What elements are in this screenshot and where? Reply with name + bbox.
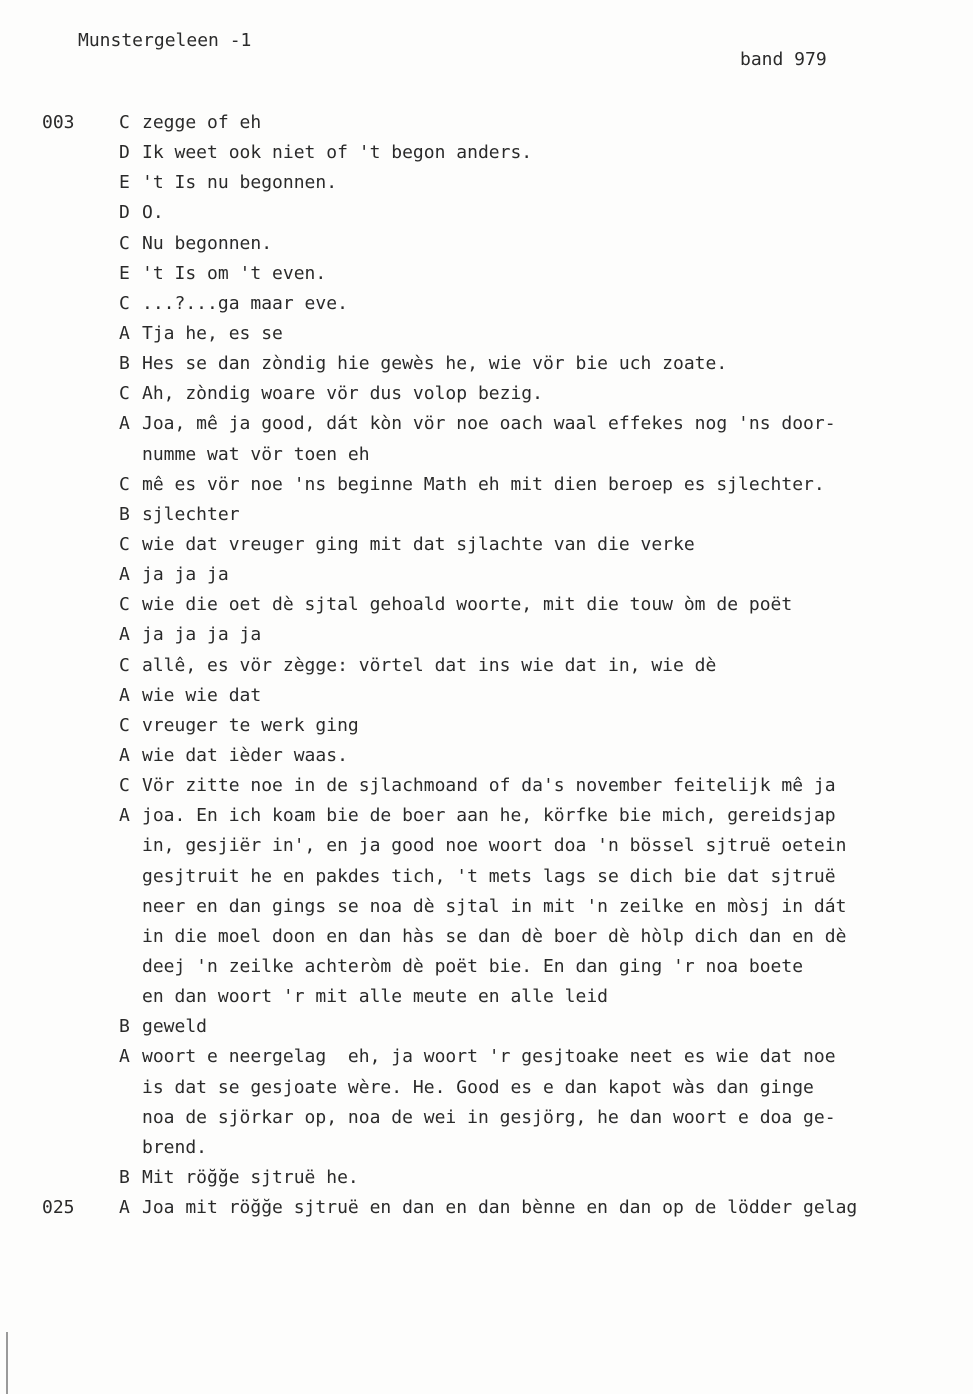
- speaker-label: B: [119, 353, 130, 375]
- utterance-text: in, gesjiër in', en ja good noe woort doa 'n bössel sjtruë oetein: [142, 835, 847, 857]
- utterance-text: sjlechter: [142, 503, 240, 525]
- speaker-label: C: [119, 594, 130, 616]
- speaker-label: C: [119, 533, 130, 555]
- utterance-text: numme wat vör toen eh: [142, 443, 370, 465]
- transcript-line: [0, 474, 973, 504]
- speaker-label: A: [119, 564, 130, 586]
- utterance-text: brend.: [142, 1136, 208, 1158]
- speaker-label: B: [119, 503, 130, 525]
- utterance-text: wie die oet dè sjtal gehoald woorte, mit die touw òm de poët: [142, 594, 793, 616]
- transcript-line: [0, 112, 973, 142]
- transcript-line: [0, 444, 973, 474]
- transcript-line: [0, 1016, 973, 1046]
- transcript-line: [0, 1077, 973, 1107]
- transcript-line: [0, 956, 973, 986]
- transcript-line: [0, 263, 973, 293]
- transcript-line: [0, 745, 973, 775]
- speaker-label: E: [119, 262, 130, 284]
- utterance-text: geweld: [142, 1016, 208, 1038]
- utterance-text: O.: [142, 202, 164, 224]
- utterance-text: en dan woort 'r mit alle meute en alle leid: [142, 986, 608, 1008]
- utterance-text: Mit röğğe sjtruë he.: [142, 1166, 359, 1188]
- transcript-line: [0, 715, 973, 745]
- transcript-line: [0, 1046, 973, 1076]
- utterance-text: vreuger te werk ging: [142, 714, 359, 736]
- transcript-line: [0, 655, 973, 685]
- transcript-line: [0, 866, 973, 896]
- utterance-text: zegge of eh: [142, 112, 262, 133]
- transcript-line: [0, 323, 973, 353]
- utterance-text: ...?...ga maar eve.: [142, 292, 348, 314]
- utterance-text: Nu begonnen.: [142, 232, 273, 254]
- utterance-text: Tja he, es se: [142, 322, 283, 344]
- utterance-text: wie dat vreuger ging mit dat sjlachte van die verke: [142, 533, 695, 555]
- transcript-line: [0, 835, 973, 865]
- transcript-line: [0, 233, 973, 263]
- speaker-label: D: [119, 202, 130, 224]
- speaker-label: D: [119, 142, 130, 164]
- transcript-line: [0, 383, 973, 413]
- speaker-label: A: [119, 684, 130, 706]
- transcript-line: [0, 293, 973, 323]
- transcript-line: [0, 1197, 973, 1227]
- transcript-line: [0, 986, 973, 1016]
- utterance-text: noa de sjörkar op, noa de wei in gesjörg, he dan woort e doa ge-: [142, 1106, 836, 1128]
- speaker-label: B: [119, 1166, 130, 1188]
- utterance-text: Ik weet ook niet of 't begon anders.: [142, 142, 533, 164]
- transcript-line: [0, 142, 973, 172]
- speaker-label: C: [119, 775, 130, 797]
- speaker-label: A: [119, 1197, 130, 1219]
- utterance-text: Ah, zòndig woare vör dus volop bezig.: [142, 383, 543, 405]
- utterance-text: Vör zitte noe in de sjlachmoand of da's november feitelijk mê ja: [142, 775, 836, 797]
- speaker-label: E: [119, 172, 130, 194]
- utterance-text: gesjtruit he en pakdes tich, 't mets lags se dich bie dat sjtruë: [142, 865, 836, 887]
- utterance-text: Hes se dan zòndig hie gewès he, wie vör bie uch zoate.: [142, 353, 728, 375]
- utterance-text: mê es vör noe 'ns beginne Math eh mit dien beroep es sjlechter.: [142, 473, 825, 495]
- utterance-text: is dat se gesjoate wère. He. Good es e dan kapot wàs dan ginge: [142, 1076, 814, 1098]
- utterance-text: deej 'n zeilke achteròm dè poët bie. En dan ging 'r noa boete: [142, 955, 804, 977]
- utterance-text: ja ja ja: [142, 564, 229, 586]
- transcript-line: [0, 534, 973, 564]
- margin-line: [6, 1332, 8, 1394]
- transcript-line: [0, 594, 973, 624]
- transcript-body: [0, 112, 973, 1227]
- document-title: Munstergeleen -1: [78, 30, 252, 51]
- transcript-line: [0, 624, 973, 654]
- transcript-line: [0, 805, 973, 835]
- speaker-label: C: [119, 714, 130, 736]
- line-number: 025: [42, 1197, 75, 1219]
- speaker-label: A: [119, 805, 130, 827]
- line-number: 003: [42, 112, 75, 133]
- transcript-line: [0, 1107, 973, 1137]
- transcript-line: [0, 353, 973, 383]
- speaker-label: C: [119, 232, 130, 254]
- utterance-text: ja ja ja ja: [142, 624, 262, 646]
- utterance-text: 't Is nu begonnen.: [142, 172, 338, 194]
- utterance-text: woort e neergelag eh, ja woort 'r gesjtoake neet es wie dat noe: [142, 1046, 836, 1068]
- utterance-text: neer en dan gings se noa dè sjtal in mit 'n zeilke en mòsj in dát: [142, 895, 847, 917]
- utterance-text: Joa, mê ja good, dát kòn vör noe oach waal effekes nog 'ns door-: [142, 413, 836, 435]
- speaker-label: C: [119, 654, 130, 676]
- transcript-line: [0, 685, 973, 715]
- speaker-label: C: [119, 383, 130, 405]
- speaker-label: A: [119, 1046, 130, 1068]
- speaker-label: A: [119, 744, 130, 766]
- band-number: band 979: [740, 49, 827, 70]
- speaker-label: A: [119, 322, 130, 344]
- speaker-label: C: [119, 473, 130, 495]
- speaker-label: C: [119, 112, 130, 133]
- transcript-line: [0, 202, 973, 232]
- speaker-label: A: [119, 624, 130, 646]
- transcript-line: [0, 775, 973, 805]
- utterance-text: Joa mit röğğe sjtruë en dan en dan bènne en dan op de lödder gelag: [142, 1197, 858, 1219]
- transcript-line: [0, 896, 973, 926]
- utterance-text: 't Is om 't even.: [142, 262, 327, 284]
- utterance-text: wie dat ièder waas.: [142, 744, 348, 766]
- speaker-label: B: [119, 1016, 130, 1038]
- transcript-line: [0, 1137, 973, 1167]
- utterance-text: allê, es vör zègge: vörtel dat ins wie dat in, wie dè: [142, 654, 717, 676]
- transcript-line: [0, 564, 973, 594]
- utterance-text: joa. En ich koam bie de boer aan he, körfke bie mich, gereidsjap: [142, 805, 836, 827]
- transcript-line: [0, 926, 973, 956]
- utterance-text: wie wie dat: [142, 684, 262, 706]
- transcript-line: [0, 504, 973, 534]
- speaker-label: A: [119, 413, 130, 435]
- speaker-label: C: [119, 292, 130, 314]
- transcript-line: [0, 172, 973, 202]
- transcript-line: [0, 1167, 973, 1197]
- transcript-line: [0, 413, 973, 443]
- utterance-text: in die moel doon en dan hàs se dan dè boer dè hòlp dich dan en dè: [142, 925, 847, 947]
